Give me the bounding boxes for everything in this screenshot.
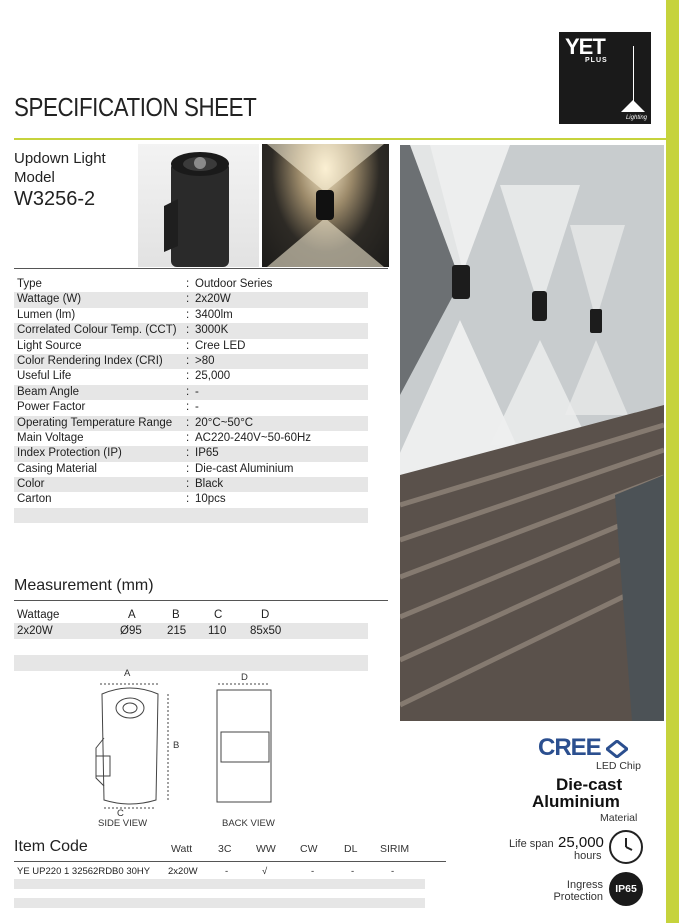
spec-value: AC220-240V~50-60Hz xyxy=(195,431,312,444)
lifespan-unit: hours xyxy=(574,850,602,862)
measurement-table xyxy=(14,607,368,671)
clock-icon xyxy=(609,830,643,864)
brand-sub: PLUS xyxy=(585,57,608,64)
model-code: W3256-2 xyxy=(14,188,96,210)
measurement-divider xyxy=(14,600,388,601)
spec-row xyxy=(14,446,368,461)
brand-logo xyxy=(559,32,651,124)
spec-divider xyxy=(14,268,388,269)
measurement-cell: 215 xyxy=(167,625,187,637)
spec-colon: : xyxy=(186,416,190,429)
back-view-label: BACK VIEW xyxy=(222,818,275,829)
dim-label-c: C xyxy=(117,808,124,819)
lifespan-label: Life span xyxy=(509,838,554,850)
measurement-cell: 110 xyxy=(208,625,227,637)
ingress-label xyxy=(552,879,603,903)
dim-label-a: A xyxy=(124,668,131,679)
spec-colon: : xyxy=(186,462,190,475)
spec-label: Index Protection (IP) xyxy=(17,447,122,460)
spec-label: Type xyxy=(17,278,42,290)
spec-value: >80 xyxy=(195,354,215,367)
spec-label: Casing Material xyxy=(17,462,97,475)
item-row-empty xyxy=(14,879,425,889)
spec-value: Cree LED xyxy=(195,339,246,352)
spec-row xyxy=(14,292,368,307)
spec-label: Correlated Colour Temp. (CCT) xyxy=(17,324,177,337)
spec-label: Carton xyxy=(17,493,52,506)
title-divider xyxy=(14,138,666,140)
accent-side-bar xyxy=(666,0,679,923)
product-name: Updown Light xyxy=(14,150,106,167)
item-header: WW xyxy=(256,843,276,855)
spec-colon: : xyxy=(186,385,190,398)
spec-colon: : xyxy=(186,278,190,290)
item-header: CW xyxy=(300,843,318,855)
item-dl: - xyxy=(351,866,355,877)
measurement-cell: 85x50 xyxy=(250,625,282,637)
material-line2: Aluminium xyxy=(532,792,620,811)
measurement-cell: Ø95 xyxy=(120,625,142,637)
spec-value: - xyxy=(195,401,199,414)
cree-caption: LED Chip xyxy=(596,760,641,772)
product-heading xyxy=(14,149,106,187)
dim-label-b: B xyxy=(173,740,180,751)
spec-value: 10pcs xyxy=(195,493,226,506)
spec-colon: : xyxy=(186,293,190,306)
item-code-divider xyxy=(14,861,446,862)
dim-label-d: D xyxy=(241,672,248,683)
cree-logo xyxy=(538,734,628,762)
brand-name: YET xyxy=(565,34,605,59)
spec-row xyxy=(14,416,368,431)
spec-row xyxy=(14,477,368,492)
measurement-header: Wattage xyxy=(17,609,60,621)
lamp-icon xyxy=(621,100,645,112)
spec-label: Power Factor xyxy=(17,401,86,414)
spec-value: Black xyxy=(195,478,224,491)
item-sirim: - xyxy=(391,866,395,877)
measurement-row xyxy=(14,623,368,639)
spec-value: 3400lm xyxy=(195,308,233,321)
spec-value: - xyxy=(195,385,199,398)
spec-label: Color Rendering Index (CRI) xyxy=(17,354,163,367)
side-view-label: SIDE VIEW xyxy=(98,818,148,829)
spec-label: Color xyxy=(17,478,45,491)
measurement-header: C xyxy=(214,609,223,621)
spec-label: Light Source xyxy=(17,339,82,352)
spec-value: 2x20W xyxy=(195,293,231,306)
spec-row xyxy=(14,277,368,292)
spec-colon: : xyxy=(186,478,190,491)
material-caption: Material xyxy=(600,812,638,824)
spec-colon: : xyxy=(186,401,190,414)
lifespan-value: 25,000 xyxy=(558,834,604,851)
spec-colon: : xyxy=(186,308,190,321)
item-cw: - xyxy=(311,866,315,877)
spec-label: Operating Temperature Range xyxy=(17,416,173,429)
spec-row xyxy=(14,431,368,446)
spec-colon: : xyxy=(186,324,190,337)
measurement-header: B xyxy=(172,609,180,621)
spec-colon: : xyxy=(186,354,190,367)
spec-colon: : xyxy=(186,339,190,352)
spec-row xyxy=(14,308,368,323)
spec-value: 25,000 xyxy=(195,370,231,383)
dimension-diagram xyxy=(90,668,290,833)
spec-row xyxy=(14,323,368,338)
item-code-title: Item Code xyxy=(14,838,88,855)
spec-value: Outdoor Series xyxy=(195,278,273,290)
spec-label: Useful Life xyxy=(17,370,72,383)
material-line1: Die-cast xyxy=(556,775,623,794)
spec-value: Die-cast Aluminium xyxy=(195,462,294,475)
spec-row xyxy=(14,462,368,477)
ingress-line1: Ingress xyxy=(566,879,603,891)
measurement-header: A xyxy=(128,609,136,621)
brand-script: Lighting xyxy=(625,115,647,121)
spec-row xyxy=(14,492,368,507)
measurement-header-row xyxy=(14,607,368,623)
spec-value: 3000K xyxy=(195,324,229,337)
spec-colon: : xyxy=(186,370,190,383)
spec-table xyxy=(14,277,368,523)
spec-label: Main Voltage xyxy=(17,431,84,444)
spec-colon: : xyxy=(186,431,190,444)
measurement-header: D xyxy=(261,609,270,621)
spec-row xyxy=(14,354,368,369)
product-photo xyxy=(138,144,259,267)
model-label: Model xyxy=(14,169,55,186)
item-header: SIRIM xyxy=(380,843,410,855)
ip65-badge: IP65 xyxy=(609,872,643,906)
spec-colon: : xyxy=(186,447,190,460)
spec-value: 20°C~50°C xyxy=(195,416,254,429)
item-watt: 2x20W xyxy=(168,866,198,877)
spec-row-empty xyxy=(14,508,368,523)
spec-colon: : xyxy=(186,493,190,506)
spec-row xyxy=(14,369,368,384)
spec-value: IP65 xyxy=(195,447,219,460)
cree-wordmark: CREE xyxy=(538,734,601,761)
spec-row xyxy=(14,400,368,415)
item-header: DL xyxy=(344,843,358,855)
item-ww: √ xyxy=(262,866,268,877)
item-header: Watt xyxy=(171,843,193,855)
spec-label: Lumen (lm) xyxy=(17,308,76,321)
measurement-row-empty xyxy=(14,639,368,655)
spec-label: Beam Angle xyxy=(17,385,80,398)
lamp-stem xyxy=(633,46,634,102)
ingress-line2: Protection xyxy=(553,891,603,903)
item-header: 3C xyxy=(218,843,232,855)
product-lit-photo xyxy=(262,144,389,267)
measurement-title: Measurement (mm) xyxy=(14,577,154,594)
spec-row xyxy=(14,385,368,400)
item-code: YE UP220 1 32562RDB0 30HY xyxy=(17,866,151,877)
measurement-cell: 2x20W xyxy=(17,625,53,637)
lifestyle-photo xyxy=(400,145,664,721)
spec-row xyxy=(14,339,368,354)
item-3c: - xyxy=(225,866,229,877)
item-row-empty xyxy=(14,898,425,908)
page-title: SPECIFICATION SHEET xyxy=(14,92,257,122)
spec-label: Wattage (W) xyxy=(17,293,82,306)
item-code-row xyxy=(14,865,425,879)
